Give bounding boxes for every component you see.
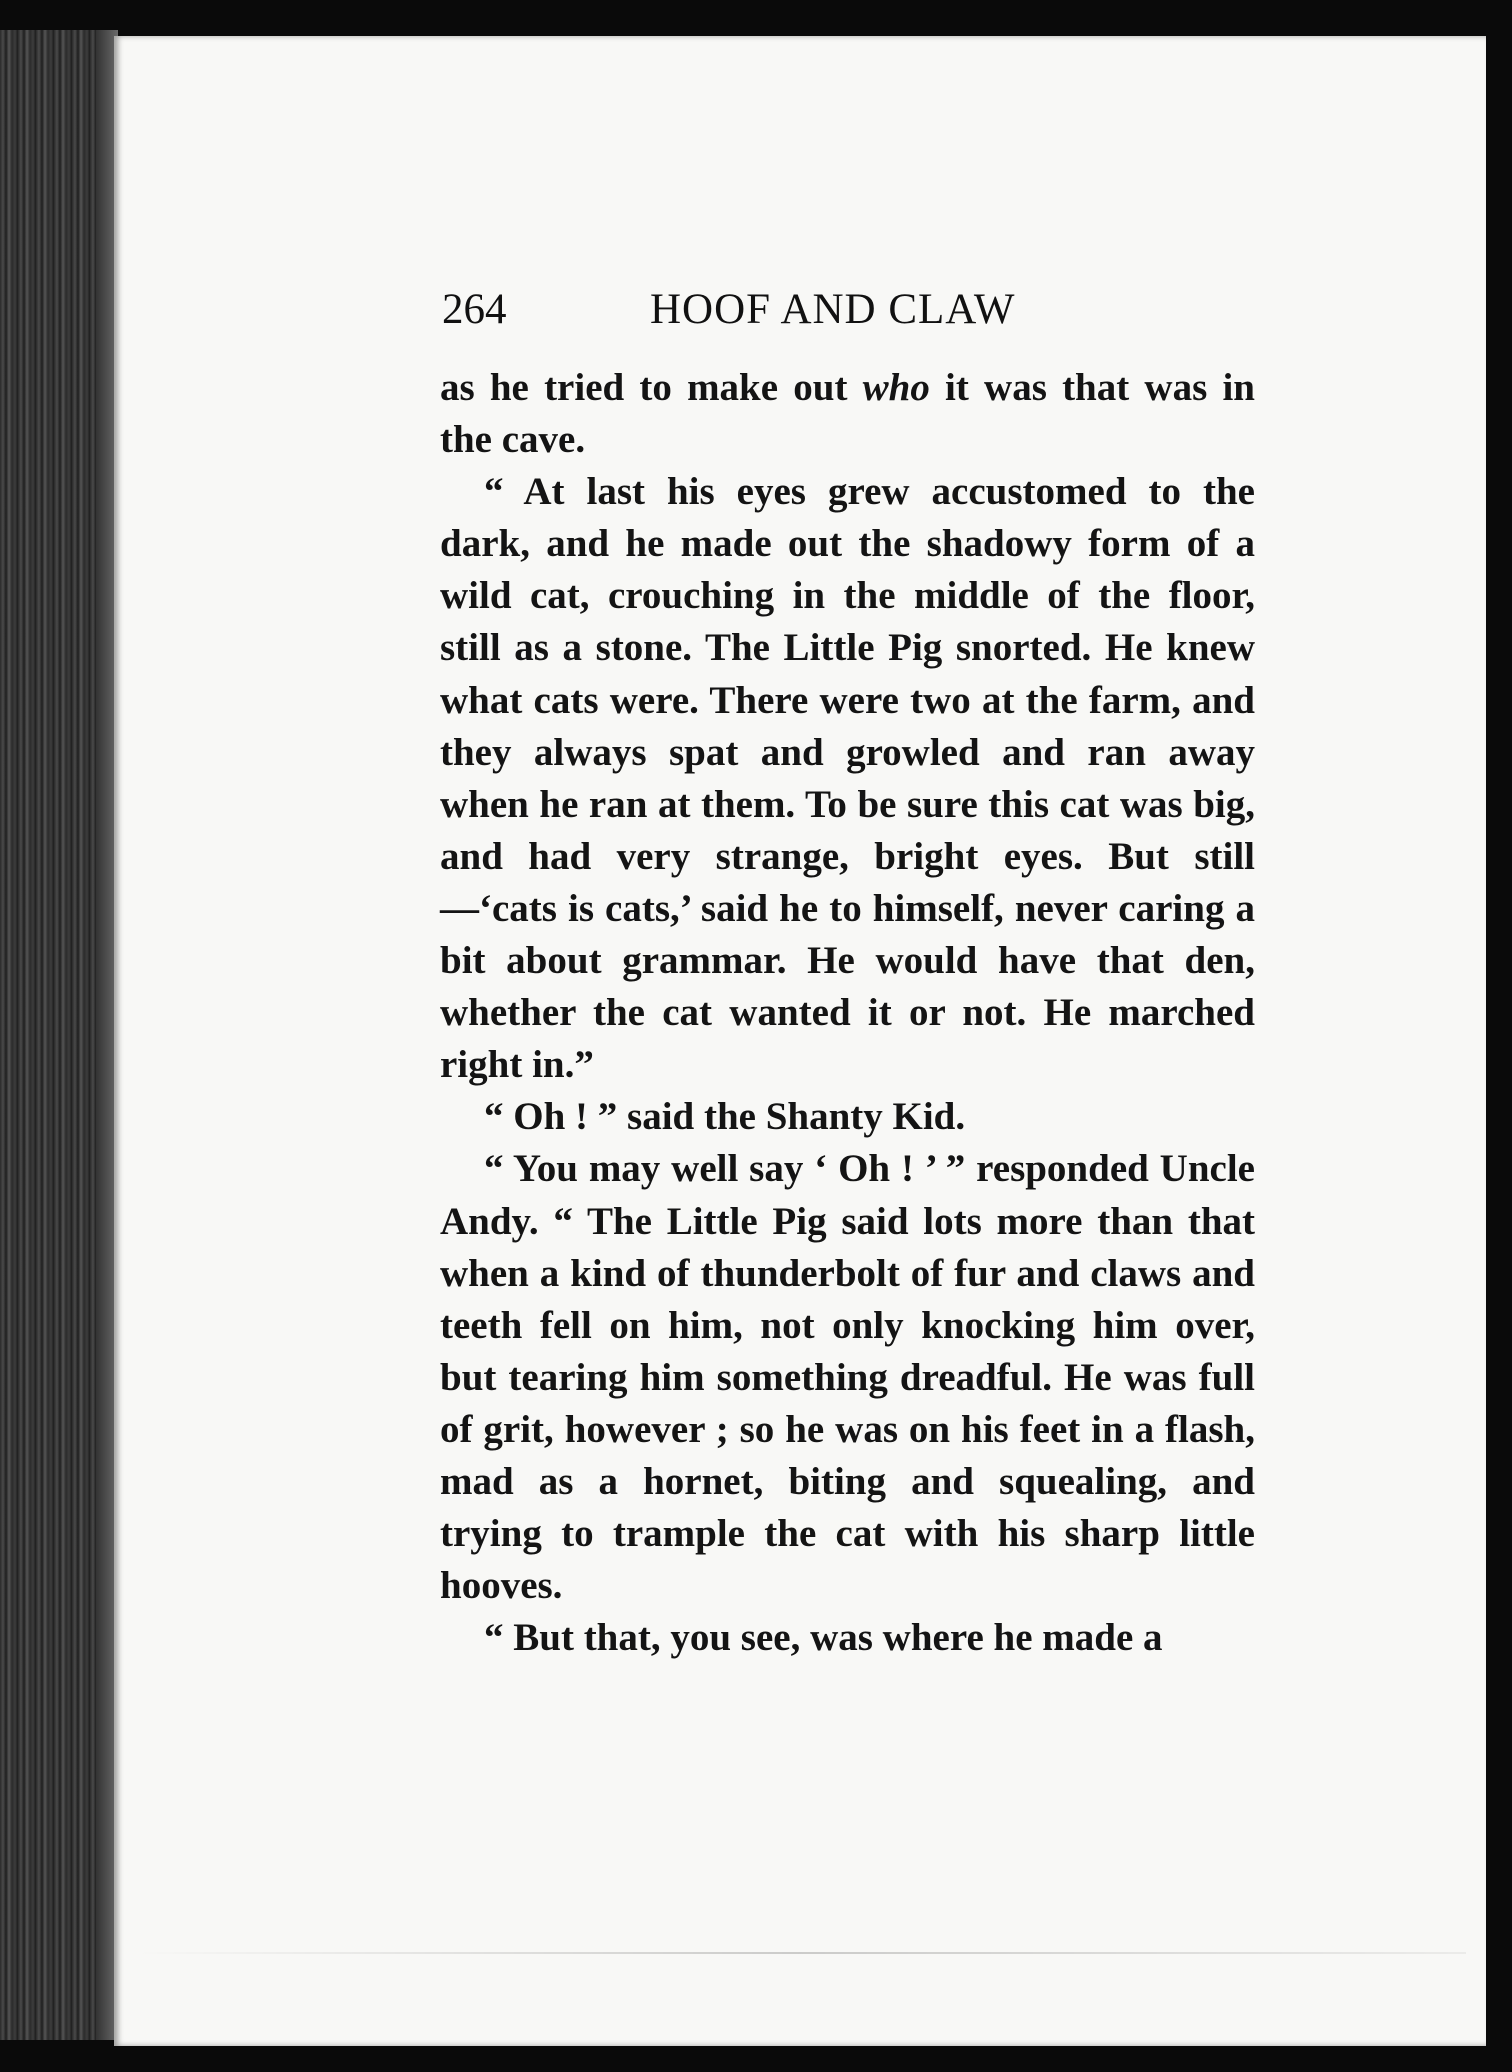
paragraph: “ Oh ! ” said the Shanty Kid. — [484, 1095, 966, 1139]
paragraph: “ You may well say ‘ Oh ! ’ ” responded Uncle Andy. “ The Little Pig said lots more than that when a kind of thunderbolt of fur and claws and teeth fell on him, not only knocking him over, but tearing him something dreadful. He was full of grit, however ; so he was on his feet in a flash, mad as a hornet, biting and squealing, and trying to trample the cat with his sharp little hooves. — [440, 1147, 1255, 1608]
paragraph: “ At last his eyes grew accustomed to the dark, and he made out the shadowy form of a wild cat, crouching in the middle of the floor, still as a stone. The Little Pig snorted. He knew what cats were. There were two at the farm, and they always spat and growled and ran away when he ran at them. To be sure this cat was big, and had very strange, bright eyes. But still—‘cats is cats,’ said he to himself, never caring a bit about grammar. He would have that den, whether the cat wanted it or not. He marched right in.” — [440, 470, 1255, 1087]
paragraph-text-start: as he tried to make out — [440, 366, 863, 409]
paragraph-continued — [440, 362, 1255, 466]
emphasized-word: who — [862, 366, 930, 409]
body-text — [440, 362, 1255, 1664]
book-page-edges — [0, 30, 118, 2040]
paragraph: “ But that, you see, was where he made a — [484, 1616, 1163, 1660]
page-number: 264 — [442, 286, 507, 333]
running-title: HOOF AND CLAW — [650, 286, 1016, 333]
running-head — [442, 280, 1262, 340]
paragraph-text-end: it was that was in the cave. — [440, 366, 1255, 462]
